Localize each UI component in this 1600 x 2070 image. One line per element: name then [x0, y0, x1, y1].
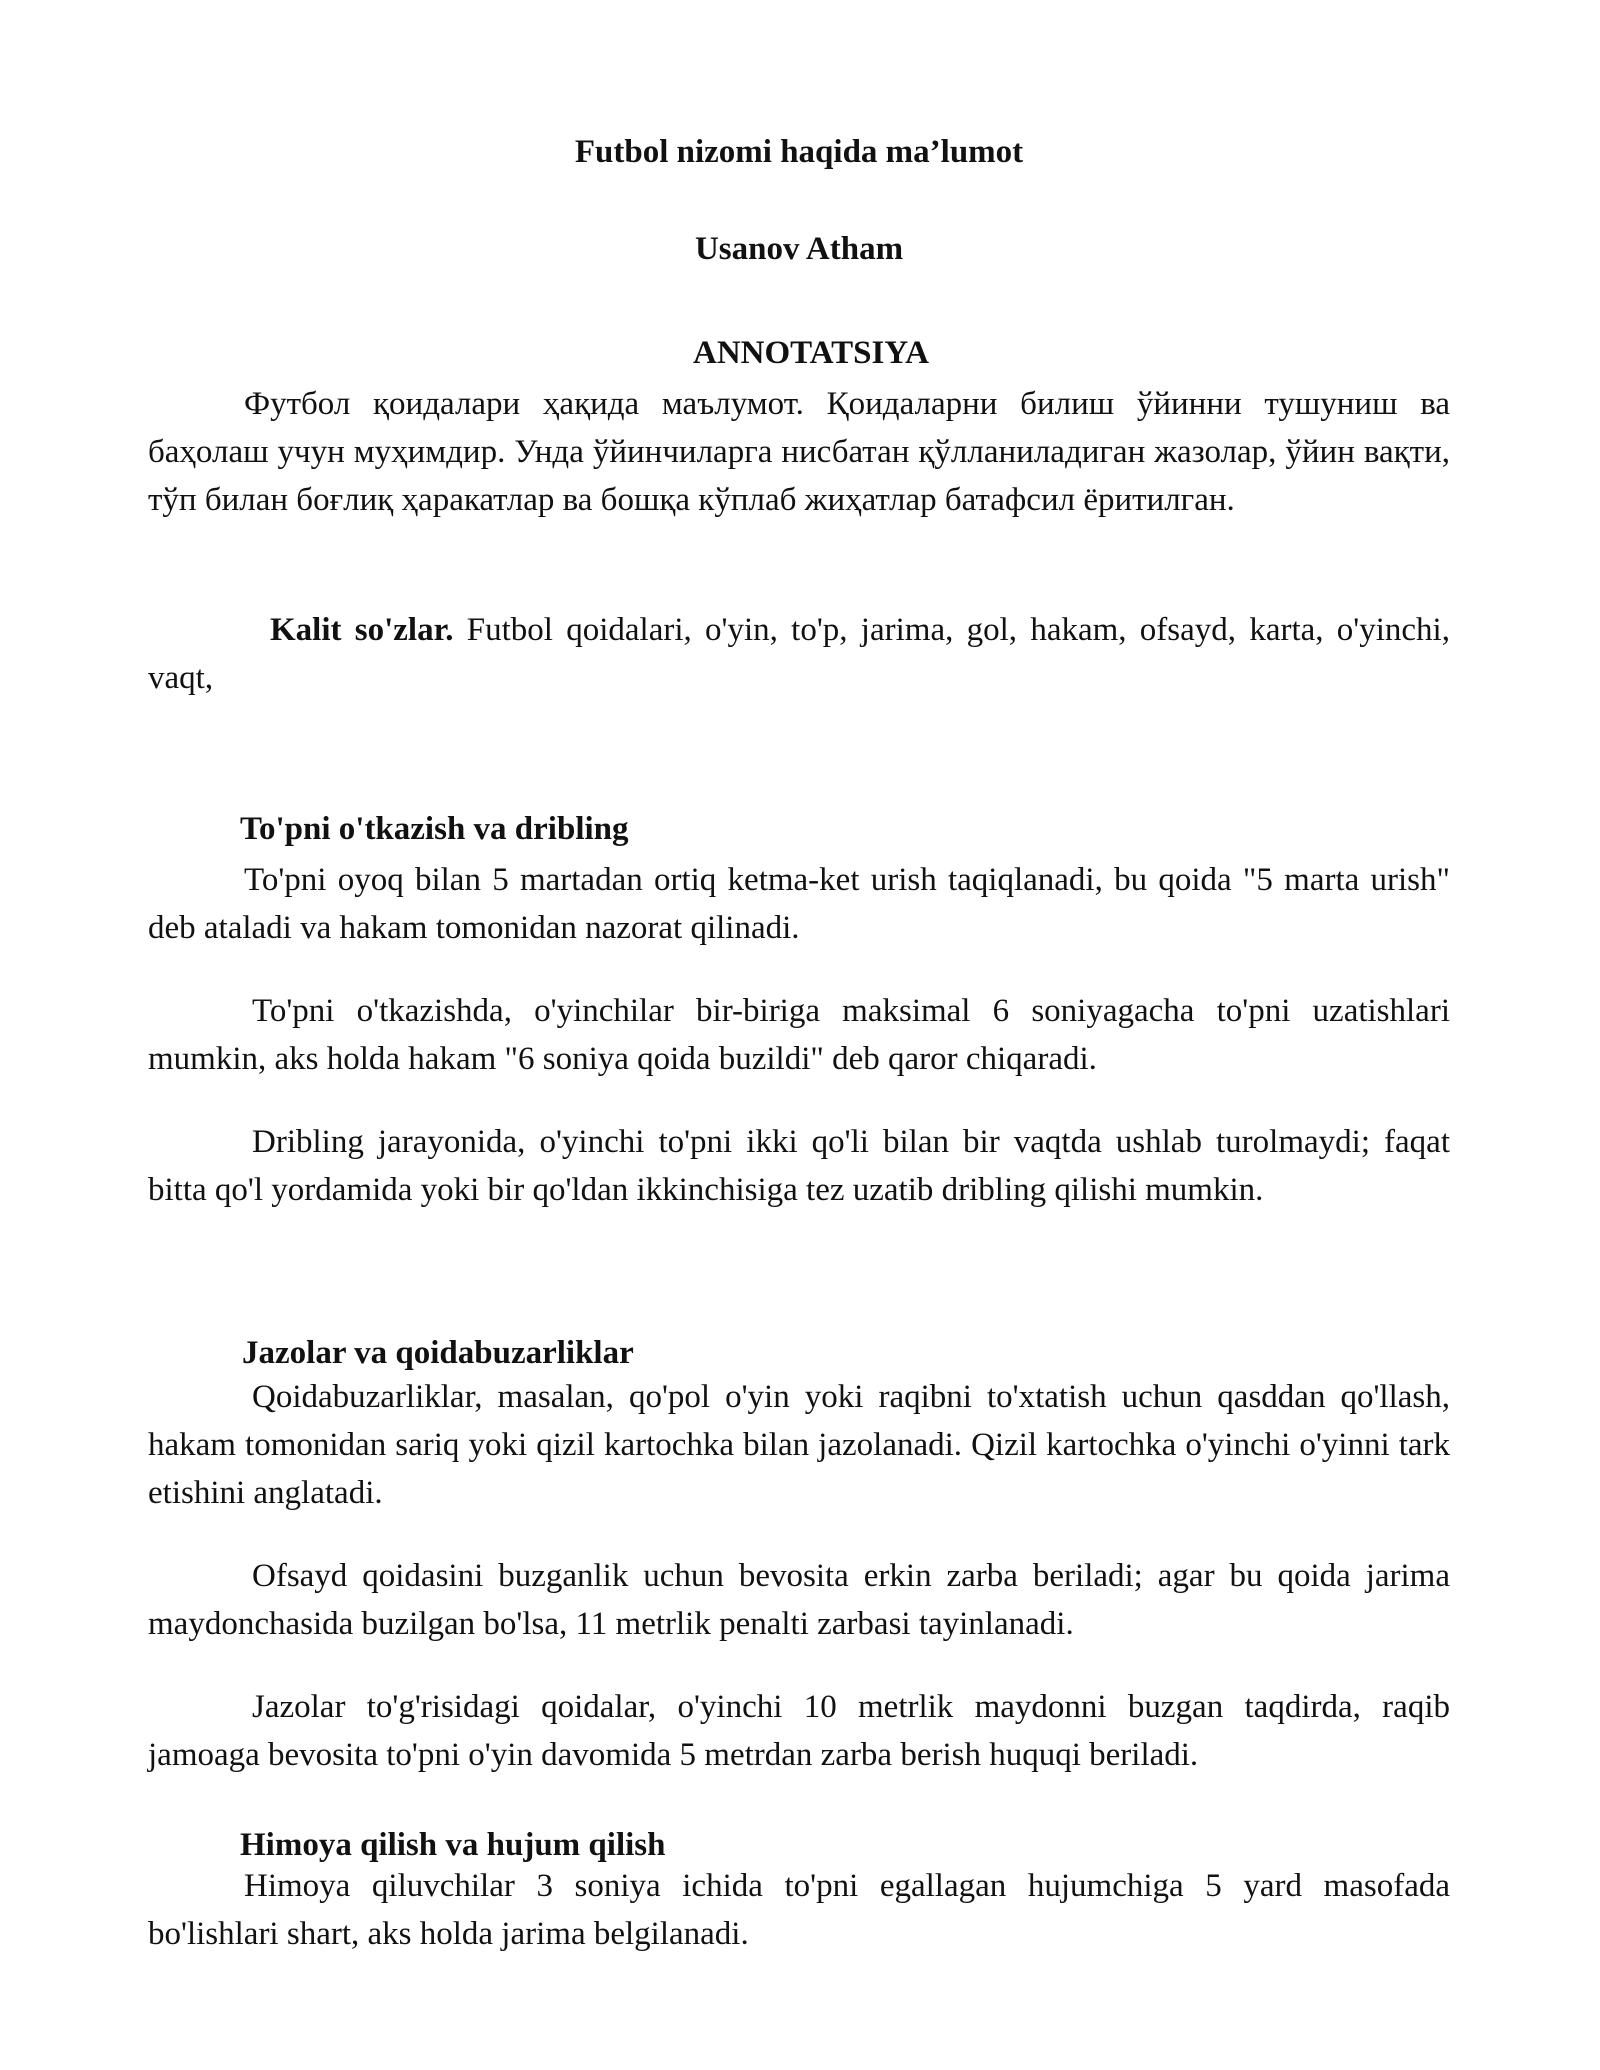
section-paragraph: Qoidabuzarliklar, masalan, qo'pol o'yin yoki raqibni to'xtatish uchun qasddan qo'llash, hakam tomonidan sariq yoki qizil kartochka bilan jazolanadi. Qizil kartochka o'yinchi o'yinni tark etishini anglatadi. — [148, 1379, 1450, 1511]
section-heading: To'pni o'tkazish va dribling — [240, 811, 629, 847]
section-paragraph: Ofsayd qoidasini buzganlik uchun bevosita erkin zarba beriladi; agar bu qoida jarima maydonchasida buzilgan bo'lsa, 11 metrlik penalti zarbasi tayinlanadi. — [148, 1558, 1450, 1642]
keywords-paragraph — [148, 606, 1450, 702]
section-heading: Himoya qilish va hujum qilish — [240, 1827, 666, 1863]
section-paragraph: Himoya qiluvchilar 3 soniya ichida to'pni egallagan hujumchiga 5 yard masofada bo'lishlari shart, aks holda jarima belgilanadi. — [148, 1868, 1450, 1952]
annotation-heading: ANNOTATSIYA — [693, 335, 929, 371]
section-paragraph: Dribling jarayonida, o'yinchi to'pni ikki qo'li bilan bir vaqtda ushlab turolmaydi; faqat bitta qo'l yordamida yoki bir qo'ldan ikkinchisiga tez uzatib dribling qilishi mumkin. — [148, 1124, 1450, 1208]
section-paragraph: To'pni o'tkazishda, o'yinchilar bir-biriga maksimal 6 soniyagacha to'pni uzatishlari mumkin, aks holda hakam "6 soniya qoida buzildi" deb qaror chiqaradi. — [148, 993, 1450, 1077]
author-name: Usanov Atham — [694, 231, 904, 267]
section-heading: Jazolar va qoidabuzarliklar — [242, 1335, 634, 1371]
document-title: Futbol nizomi haqida ma’lumot — [574, 134, 1024, 170]
annotation-text: Футбол қоидалари ҳақида маълумот. Қоидаларни билиш ўйинни тушуниш ва баҳолаш учун муҳимдир. Унда ўйинчиларга нисбатан қўлланиладиган жазолар, ўйин вақти, тўп билан боғлиқ ҳаракатлар ва бошқа кўплаб жиҳатлар батафсил ёритилган. — [148, 386, 1450, 518]
section-paragraph: To'pni oyoq bilan 5 martadan ortiq ketma-ket urish taqiqlanadi, bu qoida "5 marta urish" deb ataladi va hakam tomonidan nazorat qilinadi. — [148, 862, 1450, 946]
keywords-text: Futbol qoidalari, o'yin, to'p, jarima, gol, hakam, ofsayd, karta, o'yinchi, vaqt, — [148, 612, 1450, 696]
keywords-label: Kalit so'zlar. — [270, 612, 454, 648]
section-paragraph: Jazolar to'g'risidagi qoidalar, o'yinchi 10 metrlik maydonni buzgan taqdirda, raqib jamoaga bevosita to'pni o'yin davomida 5 metrdan zarba berish huquqi beriladi. — [148, 1689, 1450, 1773]
